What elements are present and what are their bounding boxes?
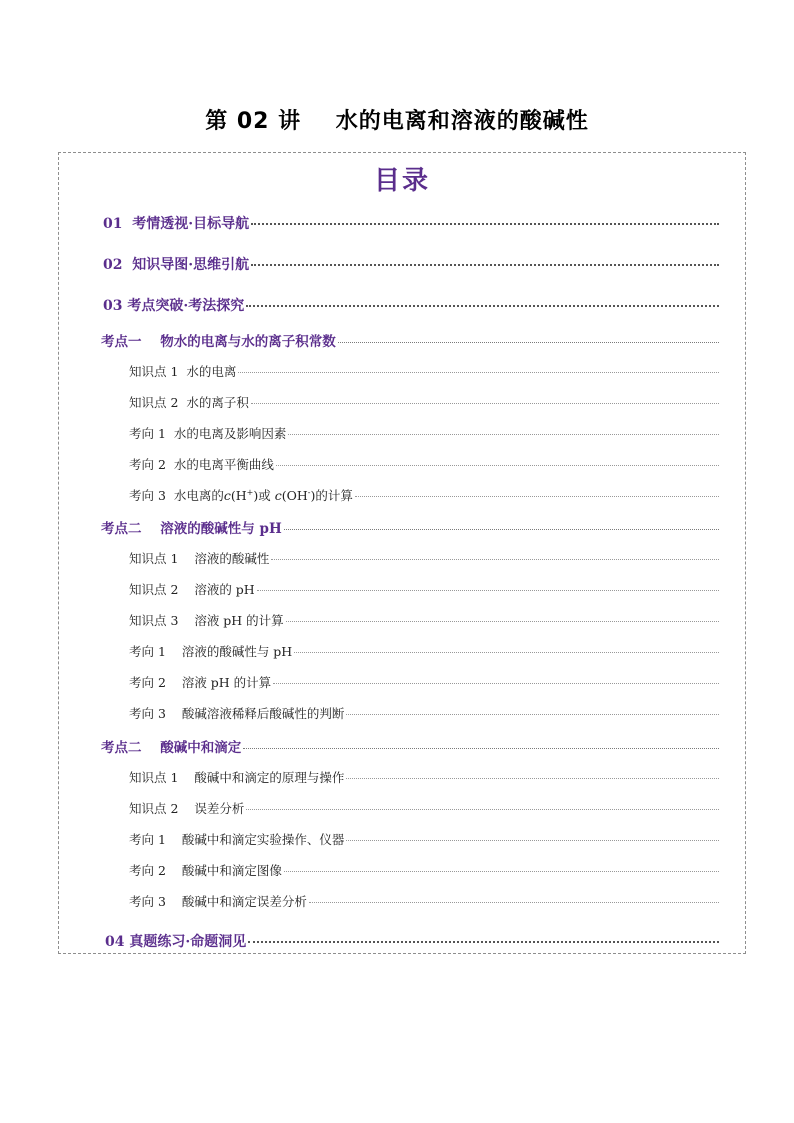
item-label: 考向 1 酸碱中和滴定实验操作、仪器 bbox=[129, 832, 345, 847]
item-label: 考向 3 酸碱中和滴定误差分析 bbox=[129, 894, 307, 909]
toc-heading: 目录 bbox=[373, 166, 430, 196]
item-label: 考向 2 溶液 pH 的计算 bbox=[129, 675, 272, 690]
dot-leader bbox=[309, 902, 719, 903]
dot-leader bbox=[346, 778, 719, 779]
dot-leader bbox=[294, 652, 719, 653]
toc-item[interactable] bbox=[129, 486, 719, 504]
dot-leader bbox=[271, 559, 719, 560]
toc-item[interactable] bbox=[129, 580, 719, 598]
item-label: 考向 3 水电离的c(H+)或 c(OH-)的计算 bbox=[129, 488, 353, 503]
kaodian-title: 考点二 酸碱中和滴定 bbox=[101, 740, 242, 756]
toc-item[interactable] bbox=[129, 393, 719, 411]
document-title: 第 02 讲 水的电离和溶液的酸碱性 bbox=[205, 109, 589, 134]
toc-item[interactable] bbox=[129, 549, 719, 567]
item-label: 考向 1 水的电离及影响因素 bbox=[129, 426, 287, 441]
section-number: 03 bbox=[103, 298, 123, 314]
section-title: 考情透视·目标导航 bbox=[132, 216, 250, 232]
item-label: 知识点 1 水的电离 bbox=[129, 364, 237, 379]
dot-leader bbox=[273, 683, 719, 684]
item-label: 考向 2 水的电离平衡曲线 bbox=[129, 457, 274, 472]
toc-kaodian-2[interactable] bbox=[101, 517, 719, 537]
item-label: 考向 2 酸碱中和滴定图像 bbox=[129, 863, 282, 878]
dot-leader bbox=[243, 748, 719, 749]
dot-leader bbox=[346, 840, 719, 841]
item-label: 考向 1 溶液的酸碱性与 pH bbox=[129, 644, 293, 659]
toc-section-04[interactable] bbox=[105, 931, 719, 951]
section-number: 02 bbox=[103, 257, 123, 273]
dot-leader bbox=[355, 496, 719, 497]
toc-item[interactable] bbox=[129, 830, 719, 848]
section-title: 考点突破·考法探究 bbox=[127, 298, 245, 314]
kaodian-title: 考点二 溶液的酸碱性与 pH bbox=[101, 521, 282, 537]
toc-item[interactable] bbox=[129, 642, 719, 660]
toc-item[interactable] bbox=[129, 673, 719, 691]
toc-item[interactable] bbox=[129, 768, 719, 786]
dot-leader bbox=[246, 809, 719, 810]
toc-item[interactable] bbox=[129, 799, 719, 817]
item-label: 知识点 1 酸碱中和滴定的原理与操作 bbox=[129, 770, 345, 785]
item-label: 知识点 2 误差分析 bbox=[129, 801, 245, 816]
dot-leader bbox=[276, 465, 719, 466]
toc-item[interactable] bbox=[129, 455, 719, 473]
dot-leader bbox=[338, 342, 719, 343]
toc-item[interactable] bbox=[129, 704, 719, 722]
toc-item[interactable] bbox=[129, 861, 719, 879]
dot-leader bbox=[286, 621, 719, 622]
item-label: 知识点 1 溶液的酸碱性 bbox=[129, 551, 270, 566]
toc-section-03[interactable] bbox=[103, 295, 719, 315]
toc-item[interactable] bbox=[129, 892, 719, 910]
item-label: 知识点 2 溶液的 pH bbox=[129, 582, 255, 597]
kaodian-title: 考点一 物水的电离与水的离子积常数 bbox=[101, 334, 336, 350]
toc-item[interactable] bbox=[129, 424, 719, 442]
section-number: 04 bbox=[105, 934, 125, 950]
section-title: 知识导图·思维引航 bbox=[132, 257, 250, 273]
toc-kaodian-3[interactable] bbox=[101, 736, 719, 756]
dot-leader bbox=[288, 434, 719, 435]
dot-leader bbox=[238, 372, 719, 373]
section-number: 01 bbox=[103, 216, 123, 232]
dot-leader bbox=[257, 590, 719, 591]
dot-leader bbox=[284, 529, 719, 530]
dot-leader bbox=[284, 871, 719, 872]
section-title: 真题练习·命题洞见 bbox=[129, 934, 247, 950]
dot-leader bbox=[246, 305, 719, 307]
toc-item[interactable] bbox=[129, 611, 719, 629]
dot-leader bbox=[251, 264, 719, 266]
table-of-contents bbox=[58, 152, 746, 954]
item-label: 考向 3 酸碱溶液稀释后酸碱性的判断 bbox=[129, 706, 345, 721]
toc-kaodian-1[interactable] bbox=[101, 330, 719, 350]
dot-leader bbox=[248, 941, 719, 943]
dot-leader bbox=[251, 403, 719, 404]
item-label: 知识点 2 水的离子积 bbox=[129, 395, 249, 410]
toc-section-02[interactable] bbox=[103, 254, 719, 274]
dot-leader bbox=[346, 714, 719, 715]
item-label: 知识点 3 溶液 pH 的计算 bbox=[129, 613, 284, 628]
toc-section-01[interactable] bbox=[103, 213, 719, 233]
toc-item[interactable] bbox=[129, 362, 719, 380]
dot-leader bbox=[251, 223, 719, 225]
